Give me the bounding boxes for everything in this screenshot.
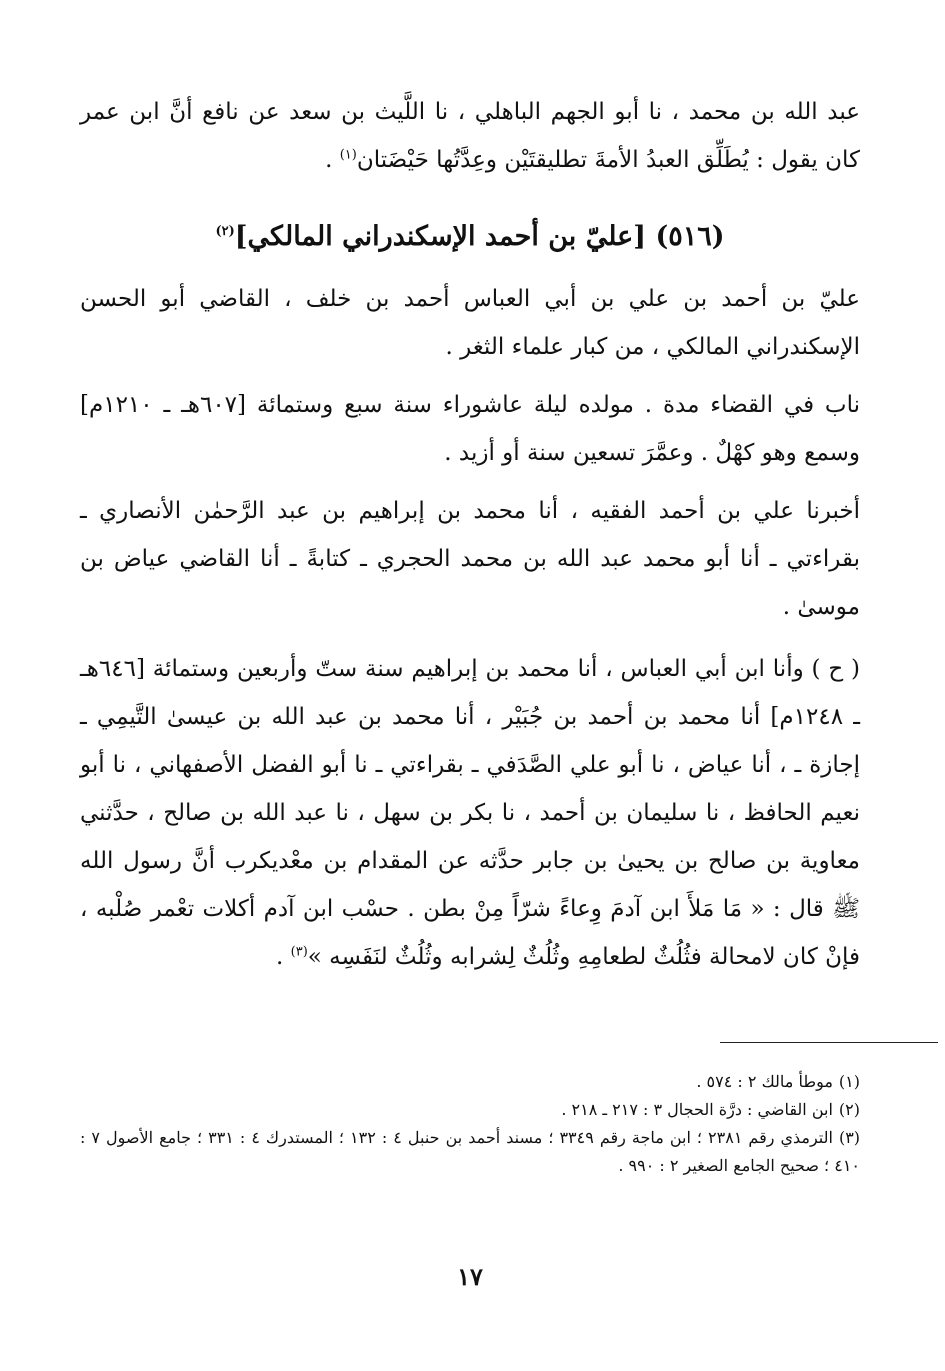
heading-text: (٥١٦) [عليّ بن أحمد الإسكندراني المالكي]: [234, 221, 725, 252]
paragraph-text: ( ح ) وأنا ابن أبي العباس ، أنا محمد بن إبراهيم سنة ستّ وأربعين وستمائة [٦٤٦هـ ـ ١٢٤٨م] أنا محمد بن أحمد بن جُبَيْر ، أنا محمد بن عبد الله بن عيسىٰ التَّيمِي ـ إجازة ـ ، أنا عياض ، نا أبو علي الصَّدَفي ـ بقراءتي ـ نا أبو الفضل الأصفهاني ، نا أبو نعيم الحافظ ، نا سليمان بن أحمد ، نا بكر بن سهل ، نا عبد الله بن صالح ، حدَّثني معاوية بن صالح بن يحيىٰ بن جابر حدَّثه عن المقدام بن معْديكرب أنَّ رسول الله ﷺ قال : « مَا مَلأَ ابن آدمَ وِعاءً شرّاً مِنْ بطن . حسْب ابن آدم أكلات تعْمر صُلْبه ، فإنْ كان لامحالة فثُلُثٌ لطعامِهِ وثُلُثٌ لِشرابه وثُلُثٌ لنَفَسِه »: [80, 656, 860, 970]
footnote-divider: [720, 1042, 938, 1043]
book-page: [80, 0, 860, 1371]
paragraph-end: .: [325, 147, 340, 173]
footnote-text: الترمذي رقم ٢٣٨١ ؛ ابن ماجة رقم ٣٣٤٩ ؛ مسند أحمد بن حنبل ٤ : ١٣٢ ؛ المستدرك ٤ : ٣٣١ ؛ جامع الأصول ٧ : ٤١٠ ؛ صحيح الجامع الصغير ٢ : ٩٩٠ .: [80, 1128, 860, 1175]
footnote-2: [80, 1096, 860, 1124]
biography-heading: [80, 212, 860, 262]
paragraph-end: .: [276, 944, 291, 970]
footnote-text: موطأ مالك ٢ : ٥٧٤ .: [696, 1072, 833, 1091]
footnotes-section: [80, 1068, 860, 1180]
footnote-3: [80, 1124, 860, 1180]
footnote-ref-2: (٢): [215, 224, 235, 239]
footnote-text: ابن القاضي : درَّة الحجال ٣ : ٢١٧ ـ ٢١٨ .: [561, 1100, 833, 1119]
paragraph-text: عبد الله بن محمد ، نا أبو الجهم الباهلي ، نا اللَّيث بن سعد عن نافع أنَّ ابن عمر كان يقول : يُطَلِّق العبدُ الأمةَ تطليقتَيْن وعِدَّتُها حَيْضَتان: [80, 99, 860, 173]
paragraph-second-isnad-hadith: [80, 645, 860, 981]
paragraph-text: ناب في القضاء مدة . مولده ليلة عاشوراء سنة سبع وستمائة [٦٠٧هـ ـ ١٢١٠م] وسمع وهو كهْلٌ . وعمَّرَ تسعين سنة أو أزيد .: [80, 392, 860, 466]
paragraph-opening-hadith-chain: [80, 88, 860, 184]
footnote-1: [80, 1068, 860, 1096]
paragraph-biography-name: [80, 275, 860, 371]
footnote-ref-3: (٣): [290, 944, 308, 960]
paragraph-text: عليّ بن أحمد بن علي بن أبي العباس أحمد بن خلف ، القاضي أبو الحسن الإسكندراني المالكي ، من كبار علماء الثغر .: [80, 286, 860, 360]
paragraph-first-isnad: [80, 487, 860, 631]
page-number: ١٧: [457, 1262, 483, 1291]
footnote-number: (١): [838, 1072, 860, 1091]
footnote-number: (٢): [838, 1100, 860, 1119]
footnote-number: (٣): [838, 1128, 861, 1147]
footnote-ref-1: (١): [339, 147, 357, 163]
paragraph-text: أخبرنا علي بن أحمد الفقيه ، أنا محمد بن إبراهيم بن عبد الرَّحمٰن الأنصاري ـ بقراءتي ـ أنا أبو محمد عبد الله بن محمد الحجري ـ كتابةً ـ أنا القاضي عياض بن موسىٰ .: [80, 498, 860, 620]
paragraph-biography-details: [80, 381, 860, 477]
